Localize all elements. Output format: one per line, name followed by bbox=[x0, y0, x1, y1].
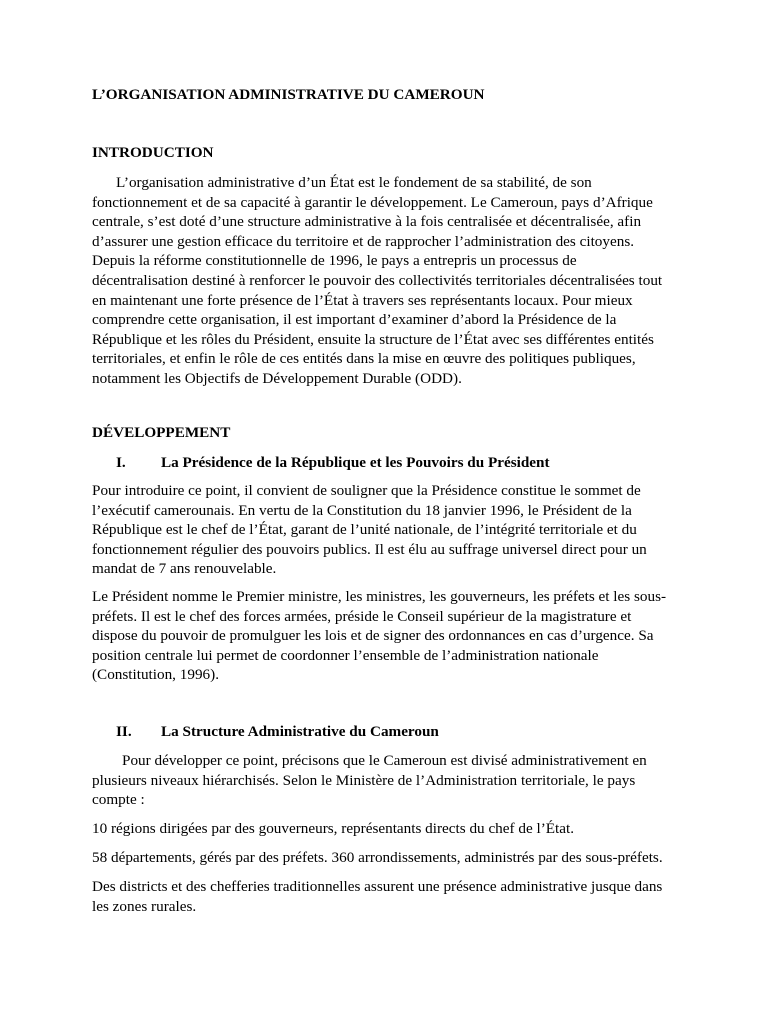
introduction-heading: INTRODUCTION bbox=[92, 144, 214, 161]
paragraph-line: préfets. Il est le chef des forces armées, préside le Conseil supérieur de la magistrature et bbox=[92, 607, 632, 625]
development-heading: DÉVELOPPEMENT bbox=[92, 424, 231, 441]
section-1-paragraph-1 bbox=[92, 481, 688, 579]
paragraph-line: fonctionnement régulier des pouvoirs publics. Il est élu au suffrage universel direct pour un bbox=[92, 540, 647, 558]
paragraph-line: (Constitution, 1996). bbox=[92, 666, 219, 684]
paragraph-line: territoriales, et enfin le rôle de ces entités dans la mise en œuvre des politiques publiques, bbox=[92, 350, 636, 368]
paragraph-line: plusieurs niveaux hiérarchisés. Selon le Ministère de l’Administration territoriale, le pays bbox=[92, 771, 636, 789]
paragraph-line: décentralisation destiné à renforcer le pouvoir des collectivités territoriales décentralisées tout bbox=[92, 271, 663, 289]
introduction-paragraph bbox=[92, 173, 688, 389]
section-2-paragraph-1 bbox=[92, 751, 688, 810]
paragraph-line: comprendre cette organisation, il est important d’examiner d’abord la Présidence de la bbox=[92, 311, 617, 329]
paragraph-line: République et les rôles du Président, ensuite la structure de l’État avec ses différentes entités bbox=[92, 330, 654, 348]
paragraph-line: les zones rurales. bbox=[92, 897, 197, 915]
paragraph-line: position centrale lui permet de coordonner l’ensemble de l’administration nationale bbox=[92, 646, 599, 664]
paragraph-line: République est le chef de l’État, garant de l’unité nationale, de l’intégrité territoriale et du bbox=[92, 521, 637, 539]
paragraph-line: Pour développer ce point, précisons que le Cameroun est divisé administrativement en bbox=[122, 752, 647, 769]
departments-item: 58 départements, gérés par des préfets. 360 arrondissements, administrés par des sous-préfets. bbox=[92, 849, 663, 866]
paragraph-line: Depuis la réforme constitutionnelle de 1996, le pays a entrepris un processus de bbox=[92, 252, 577, 270]
paragraph-line: d’assurer une gestion efficace du territoire et de rapprocher l’administration des citoyens. bbox=[92, 232, 635, 250]
districts-item bbox=[92, 877, 688, 916]
paragraph-line: Le Président nomme le Premier ministre, les ministres, les gouverneurs, les préfets et les sous- bbox=[92, 588, 667, 605]
paragraph-line: l’exécutif camerounais. En vertu de la Constitution du 18 janvier 1996, le Président de la bbox=[92, 501, 632, 519]
paragraph-line: mandat de 7 ans renouvelable. bbox=[92, 560, 277, 578]
paragraph-line: centrale, s’est doté d’une structure administrative à la fois centralisée et décentralisée, afin bbox=[92, 213, 642, 231]
section-title: La Structure Administrative du Cameroun bbox=[161, 723, 439, 740]
section-1-paragraph-2 bbox=[92, 587, 688, 685]
paragraph-line: dispose du pouvoir de promulguer les lois et de signer des ordonnances en cas d’urgence. Sa bbox=[92, 627, 654, 645]
section-title: La Présidence de la République et les Pouvoirs du Président bbox=[161, 454, 550, 471]
section-number: I. bbox=[116, 454, 126, 471]
paragraph-line: Pour introduire ce point, il convient de souligner que la Présidence constitue le sommet de bbox=[92, 482, 641, 499]
paragraph-line: fonctionnement et de sa capacité à garantir le développement. Le Cameroun, pays d’Afrique bbox=[92, 193, 653, 211]
paragraph-line: compte : bbox=[92, 791, 145, 809]
paragraph-line: Des districts et des chefferies traditionnelles assurent une présence administrative jusque dans bbox=[92, 878, 663, 895]
paragraph-line: L’organisation administrative d’un État est le fondement de sa stabilité, de son bbox=[116, 174, 592, 191]
section-number: II. bbox=[116, 723, 132, 740]
paragraph-line: en maintenant une forte présence de l’État à travers ses représentants locaux. Pour mieux bbox=[92, 291, 633, 309]
paragraph-line: notamment les Objectifs de Développement Durable (ODD). bbox=[92, 369, 462, 387]
regions-item: 10 régions dirigées par des gouverneurs, représentants directs du chef de l’État. bbox=[92, 820, 575, 837]
document-title: L’ORGANISATION ADMINISTRATIVE DU CAMEROUN bbox=[92, 86, 485, 103]
